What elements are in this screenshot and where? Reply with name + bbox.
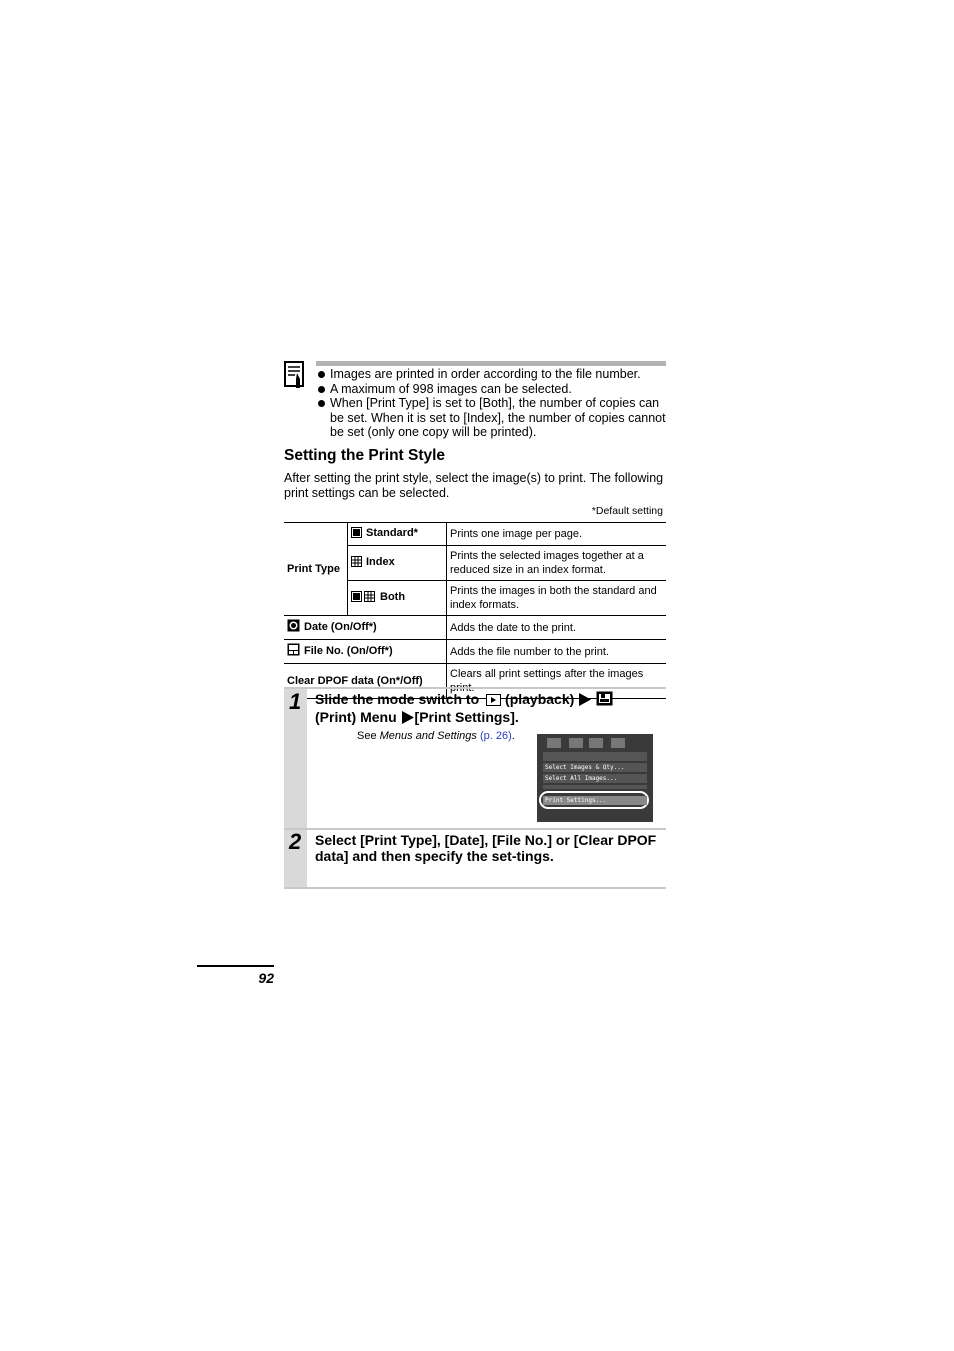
both-print-icon [351, 591, 376, 606]
description-cell: Prints one image per page. [447, 523, 667, 546]
note-divider [316, 361, 666, 366]
description-cell: Prints the images in both the standard and index formats. [447, 581, 667, 616]
standard-print-icon [351, 527, 362, 542]
step-title: Select [Print Type], [Date], [File No.] or [Clear DPOF data] and then specify the set-tings. [315, 832, 657, 864]
date-icon [287, 619, 300, 636]
option-cell: Both [348, 581, 447, 616]
note-bullet: When [Print Type] is set to [Both], the number of copies can be set. When it is set to [Index], the number of copies cannot be set (only one copy will be printed). [316, 396, 668, 440]
description-cell: Prints the selected images together at a reduced size in an index format. [447, 546, 667, 581]
step-number: 1 [289, 689, 302, 714]
table-row [284, 523, 666, 546]
arrow-right-icon [578, 693, 592, 709]
page-rule [197, 965, 274, 967]
option-cell: File No. (On/Off*) [284, 640, 447, 664]
step-divider [284, 687, 666, 689]
step-title: Slide the mode switch to (playback) (Print) Menu [Print Settings]. [315, 691, 665, 727]
table-row [284, 616, 666, 640]
note-bullet: A maximum of 998 images can be selected. [316, 382, 668, 397]
menu-row: Select All Images... [543, 774, 647, 783]
playback-icon [486, 693, 501, 709]
memo-icon [284, 361, 306, 389]
camera-screen-image [537, 734, 653, 822]
index-print-icon [351, 556, 362, 571]
arrow-right-icon [401, 711, 415, 727]
option-cell: Standard* [348, 523, 447, 546]
option-cell: Clear DPOF data (On*/Off) [284, 664, 447, 699]
note-list [316, 367, 668, 440]
section-title: Setting the Print Style [284, 447, 446, 464]
print-icon [596, 691, 613, 709]
intro-text: After setting the print style, select the image(s) to print. The following print settings can be selected. [284, 471, 664, 500]
page-number: 92 [258, 970, 274, 986]
print-type-label: Print Type [284, 523, 348, 616]
see-reference: See Menus and Settings (p. 26). [357, 730, 515, 742]
menu-row-selected: Print Settings... [543, 796, 647, 805]
step-number: 2 [289, 829, 302, 854]
table-row [284, 640, 666, 664]
step-divider [284, 828, 666, 830]
file-no-icon [287, 643, 300, 660]
description-cell: Clears all print settings after the images [447, 664, 667, 699]
step-divider [284, 887, 666, 889]
option-cell: Index [348, 546, 447, 581]
default-setting-note: *Default setting [591, 505, 663, 517]
page-link[interactable]: (p. 26) [479, 730, 512, 742]
description-cell: Adds the file number to the print. [447, 640, 667, 664]
print-settings-table [284, 522, 666, 699]
menu-row: Select Images & Qty... [543, 763, 647, 772]
option-cell: Date (On/Off*) [284, 616, 447, 640]
description-cell: Adds the date to the print. [447, 616, 667, 640]
note-bullet: Images are printed in order according to the file number. [316, 367, 668, 382]
